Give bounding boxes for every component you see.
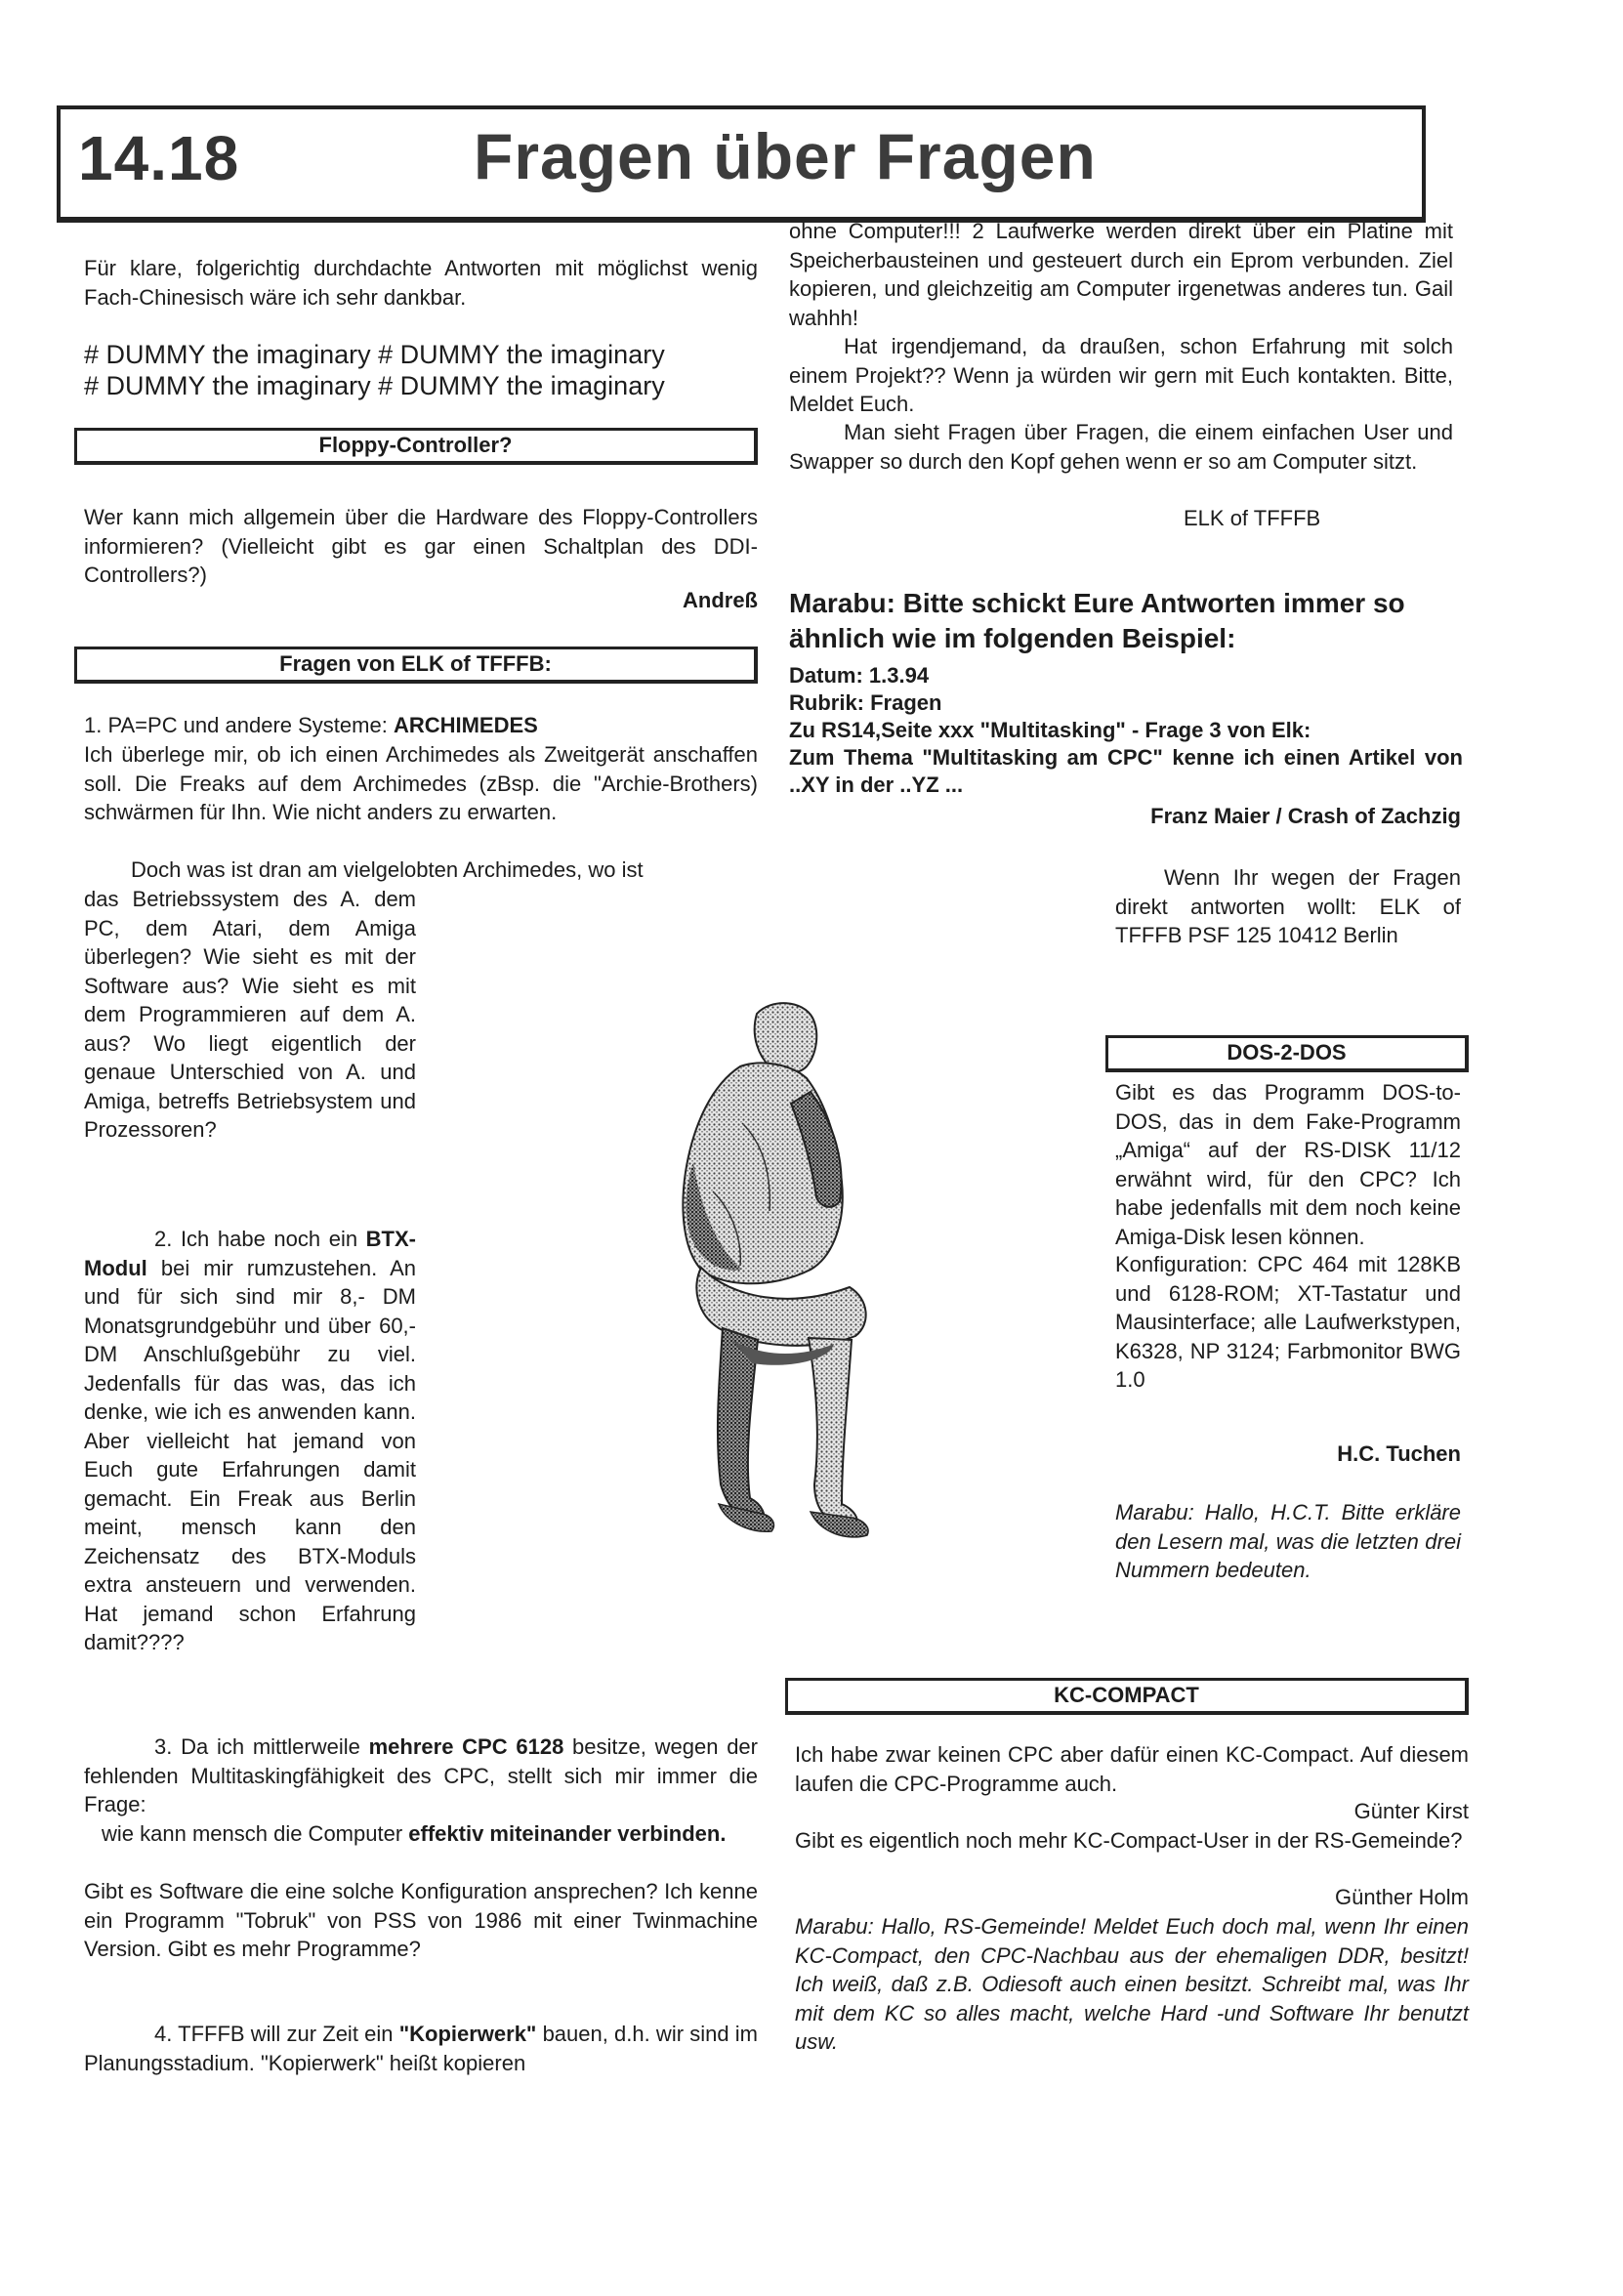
marabu-example-signature: Franz Maier / Crash of Zachzig [1150, 804, 1461, 828]
floppy-heading: Floppy-Controller? [74, 428, 758, 465]
thinker-statue-icon [625, 977, 918, 1563]
kopierwerk-continuation: ohne Computer!!! 2 Laufwerke werden direkt über ein Platine mit Speicherbausteinen und gesteuert durch ein Eprom verbunden. Ziel kopieren, und gleichzeitig am Computer irgenetwas anderes tun. Gail wahhh! [789, 219, 1453, 330]
q3-prefix: 3. Da ich mittlerweile [154, 1734, 369, 1759]
kc-author-1: Günter Kirst [1353, 1799, 1469, 1823]
kc-text-2: Gibt es eigentlich noch mehr KC-Compact-User in der RS-Gemeinde? [795, 1828, 1463, 1853]
q3-body: besitze, wegen der fehlenden Multitaskingfähigkeit des CPC, stellt sich mir immer die Frage: [84, 1734, 758, 1816]
page-title: Fragen über Fragen [474, 120, 1097, 192]
dummy-line-1: # DUMMY the imaginary # DUMMY the imaginary [84, 340, 665, 369]
kc-author-2: Günther Holm [1335, 1885, 1469, 1909]
dos2dos-config: Konfiguration: CPC 464 mit 128KB und 6128-ROM; XT-Tastatur und Mausinterface; alle Laufwerkstypen, K6328, NP 3124; Farbmonitor BWG 1.0 [1115, 1252, 1461, 1392]
q1-prefix: 1. PA=PC und andere Systeme: [84, 713, 394, 737]
dos2dos-text: Gibt es das Programm DOS-to-DOS, das in dem Fake-Programm „Amiga“ auf der RS-DISK 11/12 erwähnt wird, für den CPC? Ich habe jedenfalls mit dem noch keine Amiga-Disk lesen können. [1115, 1080, 1461, 1249]
q1-title [84, 711, 758, 740]
q1-text: Ich überlege mir, ob ich einen Archimedes als Zweitgerät anschaffen soll. Die Freaks auf dem Archimedes (zBsp. die "Archie-Brothers) schwärmen für Ihn. Wie nicht anders zu erwarten. [84, 742, 758, 824]
floppy-text: Wer kann mich allgemein über die Hardware des Floppy-Controllers informieren? (Vielleicht gibt es gar einen Schaltplan des DDI-Controllers?) [84, 505, 758, 587]
q4-bold: "Kopierwerk" [398, 2022, 537, 2046]
floppy-author: Andreß [683, 588, 758, 612]
q4-prefix: 4. TFFFB will zur Zeit ein [154, 2022, 399, 2046]
kopierwerk-author: ELK of TFFFB [1184, 506, 1321, 530]
q3-line-bold: effektiv miteinander verbinden. [408, 1821, 727, 1846]
q1-bold: ARCHIMEDES [393, 713, 538, 737]
marabu-example-ref: Zu RS14,Seite xxx "Multitasking" - Frage 3 von Elk: [789, 718, 1311, 742]
q2-bold: BTX-Modul [84, 1227, 416, 1280]
q2-body: bei mir rumzustehen. An und für sich sind mir 8,- DM Monatsgrundgebühr und über 60,-DM Anschlußgebühr zu viel. Jedenfalls für das was, das ich denke, wie ich es anwenden kann. Aber vielleicht hat jemand von Euch gute Erfahrungen damit gemacht. Ein Freak aus Berlin meint, mensch kann den Zeichensatz des BTX-Moduls extra ansteuern und verwenden. Hat jemand schon Erfahrung damit???? [84, 1255, 416, 1654]
marabu-example-body: Zum Thema "Multitasking am CPC" kenne ich einen Artikel von ..XY in der ..YZ ... [789, 745, 1463, 797]
marabu-example-rubrik: Rubrik: Fragen [789, 690, 942, 715]
marabu-heading: Marabu: Bitte schickt Eure Antworten immer so ähnlich wie im folgenden Beispiel: [789, 588, 1405, 653]
kopierwerk-question: Hat irgendjemand, da draußen, schon Erfahrung mit solch einem Projekt?? Wenn ja würden wir gern mit Euch kontakten. Bitte, Meldet Euch. [789, 334, 1453, 416]
q3-text [84, 1732, 758, 1819]
q2-text [84, 1225, 416, 1657]
dos2dos-author: H.C. Tuchen [1337, 1441, 1461, 1466]
q1-text-3: das Betriebssystem des A. dem PC, dem Atari, dem Amiga überlegen? Wie sieht es mit der Software aus? Wie sieht es mit dem Programmieren auf dem A. aus? Wo liegt eigentlich der genaue Unterschied von A. und Amiga, betreffs Betriebsystem und Prozessoren? [84, 887, 416, 1142]
q3-line [84, 1819, 758, 1849]
marabu-example-date: Datum: 1.3.94 [789, 663, 930, 688]
kc-marabu-reply: Marabu: Hallo, RS-Gemeinde! Meldet Euch doch mal, wenn Ihr einen KC-Compact, den CPC-Nachbau aus der ehemaligen DDR, besitzt! Ich weiß, daß z.B. Odiesoft auch einen besitzt. Schreibt mal, was Ihr mit dem KC so alles macht, welche Hard -und Software Ihr benutzt usw. [795, 1914, 1469, 2054]
elk-questions-heading: Fragen von ELK of TFFFB: [74, 647, 758, 684]
issue-number: 14.18 [78, 123, 240, 193]
kc-compact-heading: KC-COMPACT [785, 1678, 1469, 1715]
intro-text: Für klare, folgerichtig durchdachte Antworten mit möglichst wenig Fach-Chinesisch wäre ich sehr dankbar. [84, 256, 758, 310]
dummy-line-2: # DUMMY the imaginary # DUMMY the imaginary [84, 371, 665, 400]
q3-text-2: Gibt es Software die eine solche Konfiguration ansprechen? Ich kenne ein Programm "Tobruk" von PSS von 1986 mit einer Twinmachine Version. Gibt es mehr Programme? [84, 1879, 758, 1961]
q1-text-2: Doch was ist dran am vielgelobten Archimedes, wo ist [131, 857, 644, 882]
q4-text [84, 2020, 758, 2077]
contact-text: Wenn Ihr wegen der Fragen direkt antworten wollt: ELK of TFFFB PSF 125 10412 Berlin [1115, 865, 1461, 947]
dos2dos-heading: DOS-2-DOS [1105, 1035, 1469, 1072]
q3-bold: mehrere CPC 6128 [368, 1734, 564, 1759]
q4-body: bauen, d.h. wir sind im Planungsstadium. "Kopierwerk" heißt kopieren [84, 2022, 758, 2075]
q2-prefix: 2. Ich habe noch ein [154, 1227, 366, 1251]
kopierwerk-closing: Man sieht Fragen über Fragen, die einem einfachen User und Swapper so durch den Kopf gehen wenn er so am Computer sitzt. [789, 420, 1453, 474]
q3-line-prefix: wie kann mensch die Computer [102, 1821, 409, 1846]
kc-text-1: Ich habe zwar keinen CPC aber dafür einen KC-Compact. Auf diesem laufen die CPC-Programme auch. [795, 1742, 1469, 1796]
dos2dos-marabu-reply: Marabu: Hallo, H.C.T. Bitte erkläre den Lesern mal, was die letzten drei Nummern bedeuten. [1115, 1500, 1461, 1582]
